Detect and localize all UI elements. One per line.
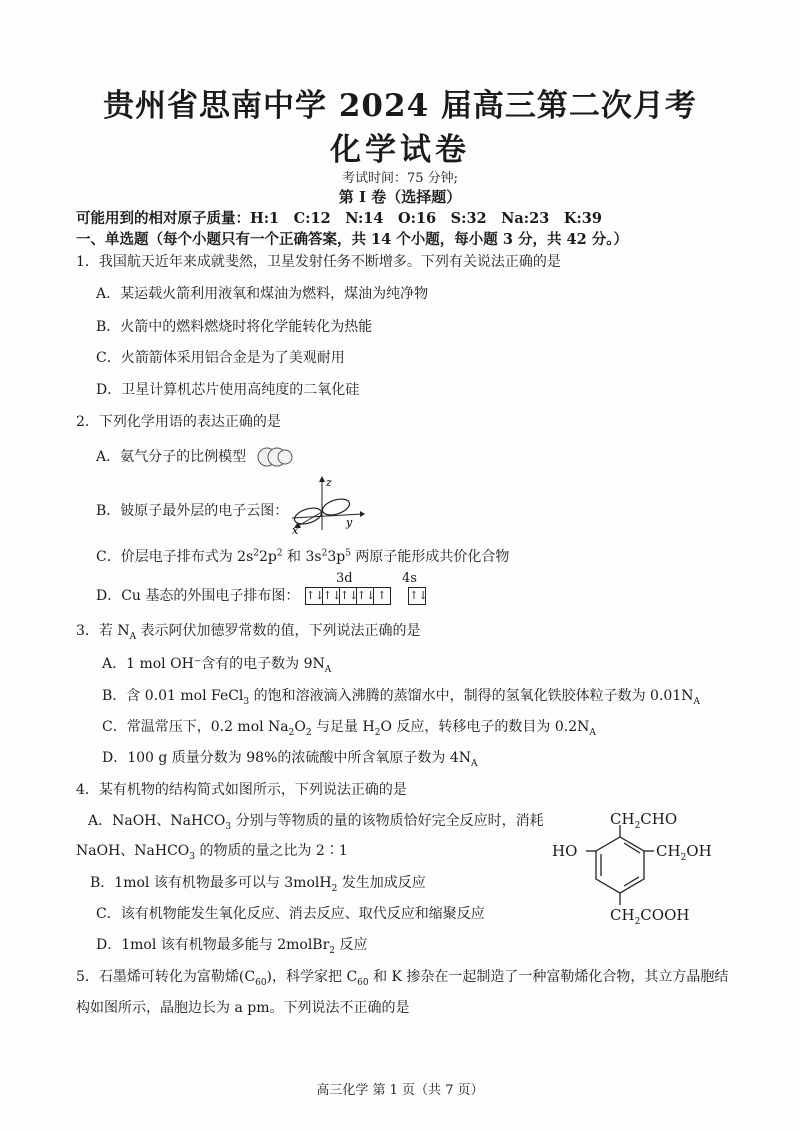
q4-option-c: C．该有机物能发生氧化反应、消去反应、取代反应和缩聚反应 bbox=[96, 906, 485, 922]
substituent-top: $CH_2CHO$ bbox=[610, 810, 678, 831]
orbital-3d-label: 3d bbox=[336, 571, 353, 586]
q4-option-d: D．1mol 该有机物最多能与 2molBr$_2$ 反应 bbox=[96, 937, 368, 956]
q1-option-b: B．火箭中的燃料燃烧时将化学能转化为热能 bbox=[96, 319, 373, 335]
q4-option-a-line2: NaOH、NaHCO$_3$ 的物质的量之比为 2∶1 bbox=[76, 843, 348, 862]
q1-option-d: D．卫星计算机芯片使用高纯度的二氧化硅 bbox=[96, 382, 360, 398]
exam-title: 贵州省思南中学 2024 届高三第二次月考 bbox=[103, 88, 697, 124]
orbital-box: ↑↓ bbox=[305, 587, 323, 605]
q2-option-b-text: B．铍原子最外层的电子云图： bbox=[96, 503, 289, 519]
q3-option-c: C．常温常压下，0.2 mol $Na_2O_2$ 与足量 $H_2O$ 反应，转移电子的数目为 $0.2N_A$ bbox=[102, 719, 596, 738]
q5-stem-line1: 5．石墨烯可转化为富勒烯$(C_{60})$，科学家把 $C_{60}$ 和 K 掺杂在一起制造了一种富勒烯化合物，其立方晶胞结 bbox=[76, 969, 729, 988]
orbital-box: ↑↓ bbox=[339, 587, 357, 605]
axis-x-label: x bbox=[292, 524, 299, 536]
q2-option-a bbox=[96, 445, 295, 469]
page-footer: 高三化学 第 1 页（共 7 页） bbox=[316, 1083, 484, 1098]
orbital-box: ↑ bbox=[373, 587, 391, 605]
q2-option-d bbox=[96, 585, 426, 605]
q2-option-b bbox=[96, 500, 288, 520]
q3-option-b: B．含 0.01 mol FeCl$_3$ 的饱和溶液滴入沸腾的蒸馏水中，制得的氢氧化铁胶体粒子数为 $0.01N_A$ bbox=[102, 688, 700, 707]
q3-stem: 3．若 $N_A$ 表示阿伏加德罗常数的值，下列说法正确的是 bbox=[76, 623, 421, 642]
part-heading: 第 I 卷（选择题） bbox=[338, 188, 462, 206]
q4-option-a-line1: A．NaOH、NaHCO$_3$ 分别与等物质的量的该物质恰好完全反应时，消耗 bbox=[88, 813, 544, 832]
orbital-box: ↑↓ bbox=[356, 587, 374, 605]
q1-stem: 1．我国航天近年来成就斐然，卫星发射任务不断增多。下列有关说法正确的是 bbox=[76, 254, 561, 270]
q2-option-c: C．价层电子排布式为 $2s^22p^2$ 和 $3s^23p^5$ 两原子能形成共价化合物 bbox=[96, 548, 510, 565]
substituent-bottom: $CH_2COOH$ bbox=[610, 906, 690, 927]
ammonia-model-icon bbox=[251, 445, 295, 469]
q1-option-c: C．火箭箭体采用铝合金是为了美观耐用 bbox=[96, 350, 345, 366]
orbital-3d-boxes bbox=[306, 587, 391, 605]
p-orbital-cloud-icon bbox=[286, 474, 366, 536]
q1-option-a: A．某运载火箭利用液氧和煤油为燃料，煤油为纯净物 bbox=[96, 286, 429, 302]
exam-time: 考试时间：75 分钟; bbox=[341, 171, 459, 186]
orbital-box: ↑↓ bbox=[322, 587, 340, 605]
q3-option-d: D．100 g 质量分数为 98%的浓硫酸中所含氧原子数为 $4N_A$ bbox=[102, 750, 478, 769]
orbital-box: ↑↓ bbox=[408, 587, 426, 605]
orbital-4s-label: 4s bbox=[402, 571, 417, 586]
substituent-right: $CH_2OH$ bbox=[656, 842, 712, 863]
axis-z-label: z bbox=[326, 476, 332, 489]
q4-option-b: B．1mol 该有机物最多可以与 3molH$_2$ 发生加成反应 bbox=[90, 875, 426, 894]
atomic-masses: 可能用到的相对原子质量：H:1 C:12 N:14 O:16 S:32 Na:23 K:39 bbox=[76, 210, 602, 227]
q2-stem: 2．下列化学用语的表达正确的是 bbox=[76, 414, 281, 430]
substituent-left: HO bbox=[552, 842, 578, 860]
q2-option-d-text: D．Cu 基态的外围电子排布图： bbox=[96, 588, 300, 604]
q2-option-a-text: A．氨气分子的比例模型 bbox=[96, 449, 247, 465]
q4-stem: 4．某有机物的结构简式如图所示，下列说法正确的是 bbox=[76, 782, 407, 798]
section-heading: 一、单选题（每个小题只有一个正确答案，共 14 个小题，每小题 3 分，共 42 分。） bbox=[76, 231, 628, 248]
q5-stem-line2: 构如图所示，晶胞边长为 a pm。下列说法不正确的是 bbox=[76, 1000, 410, 1016]
orbital-4s-boxes bbox=[409, 587, 426, 605]
q3-option-a: A．1 mol OH⁻含有的电子数为 $9N_A$ bbox=[102, 656, 332, 675]
exam-subtitle: 化学试卷 bbox=[330, 132, 470, 168]
axis-y-label: y bbox=[346, 516, 353, 529]
